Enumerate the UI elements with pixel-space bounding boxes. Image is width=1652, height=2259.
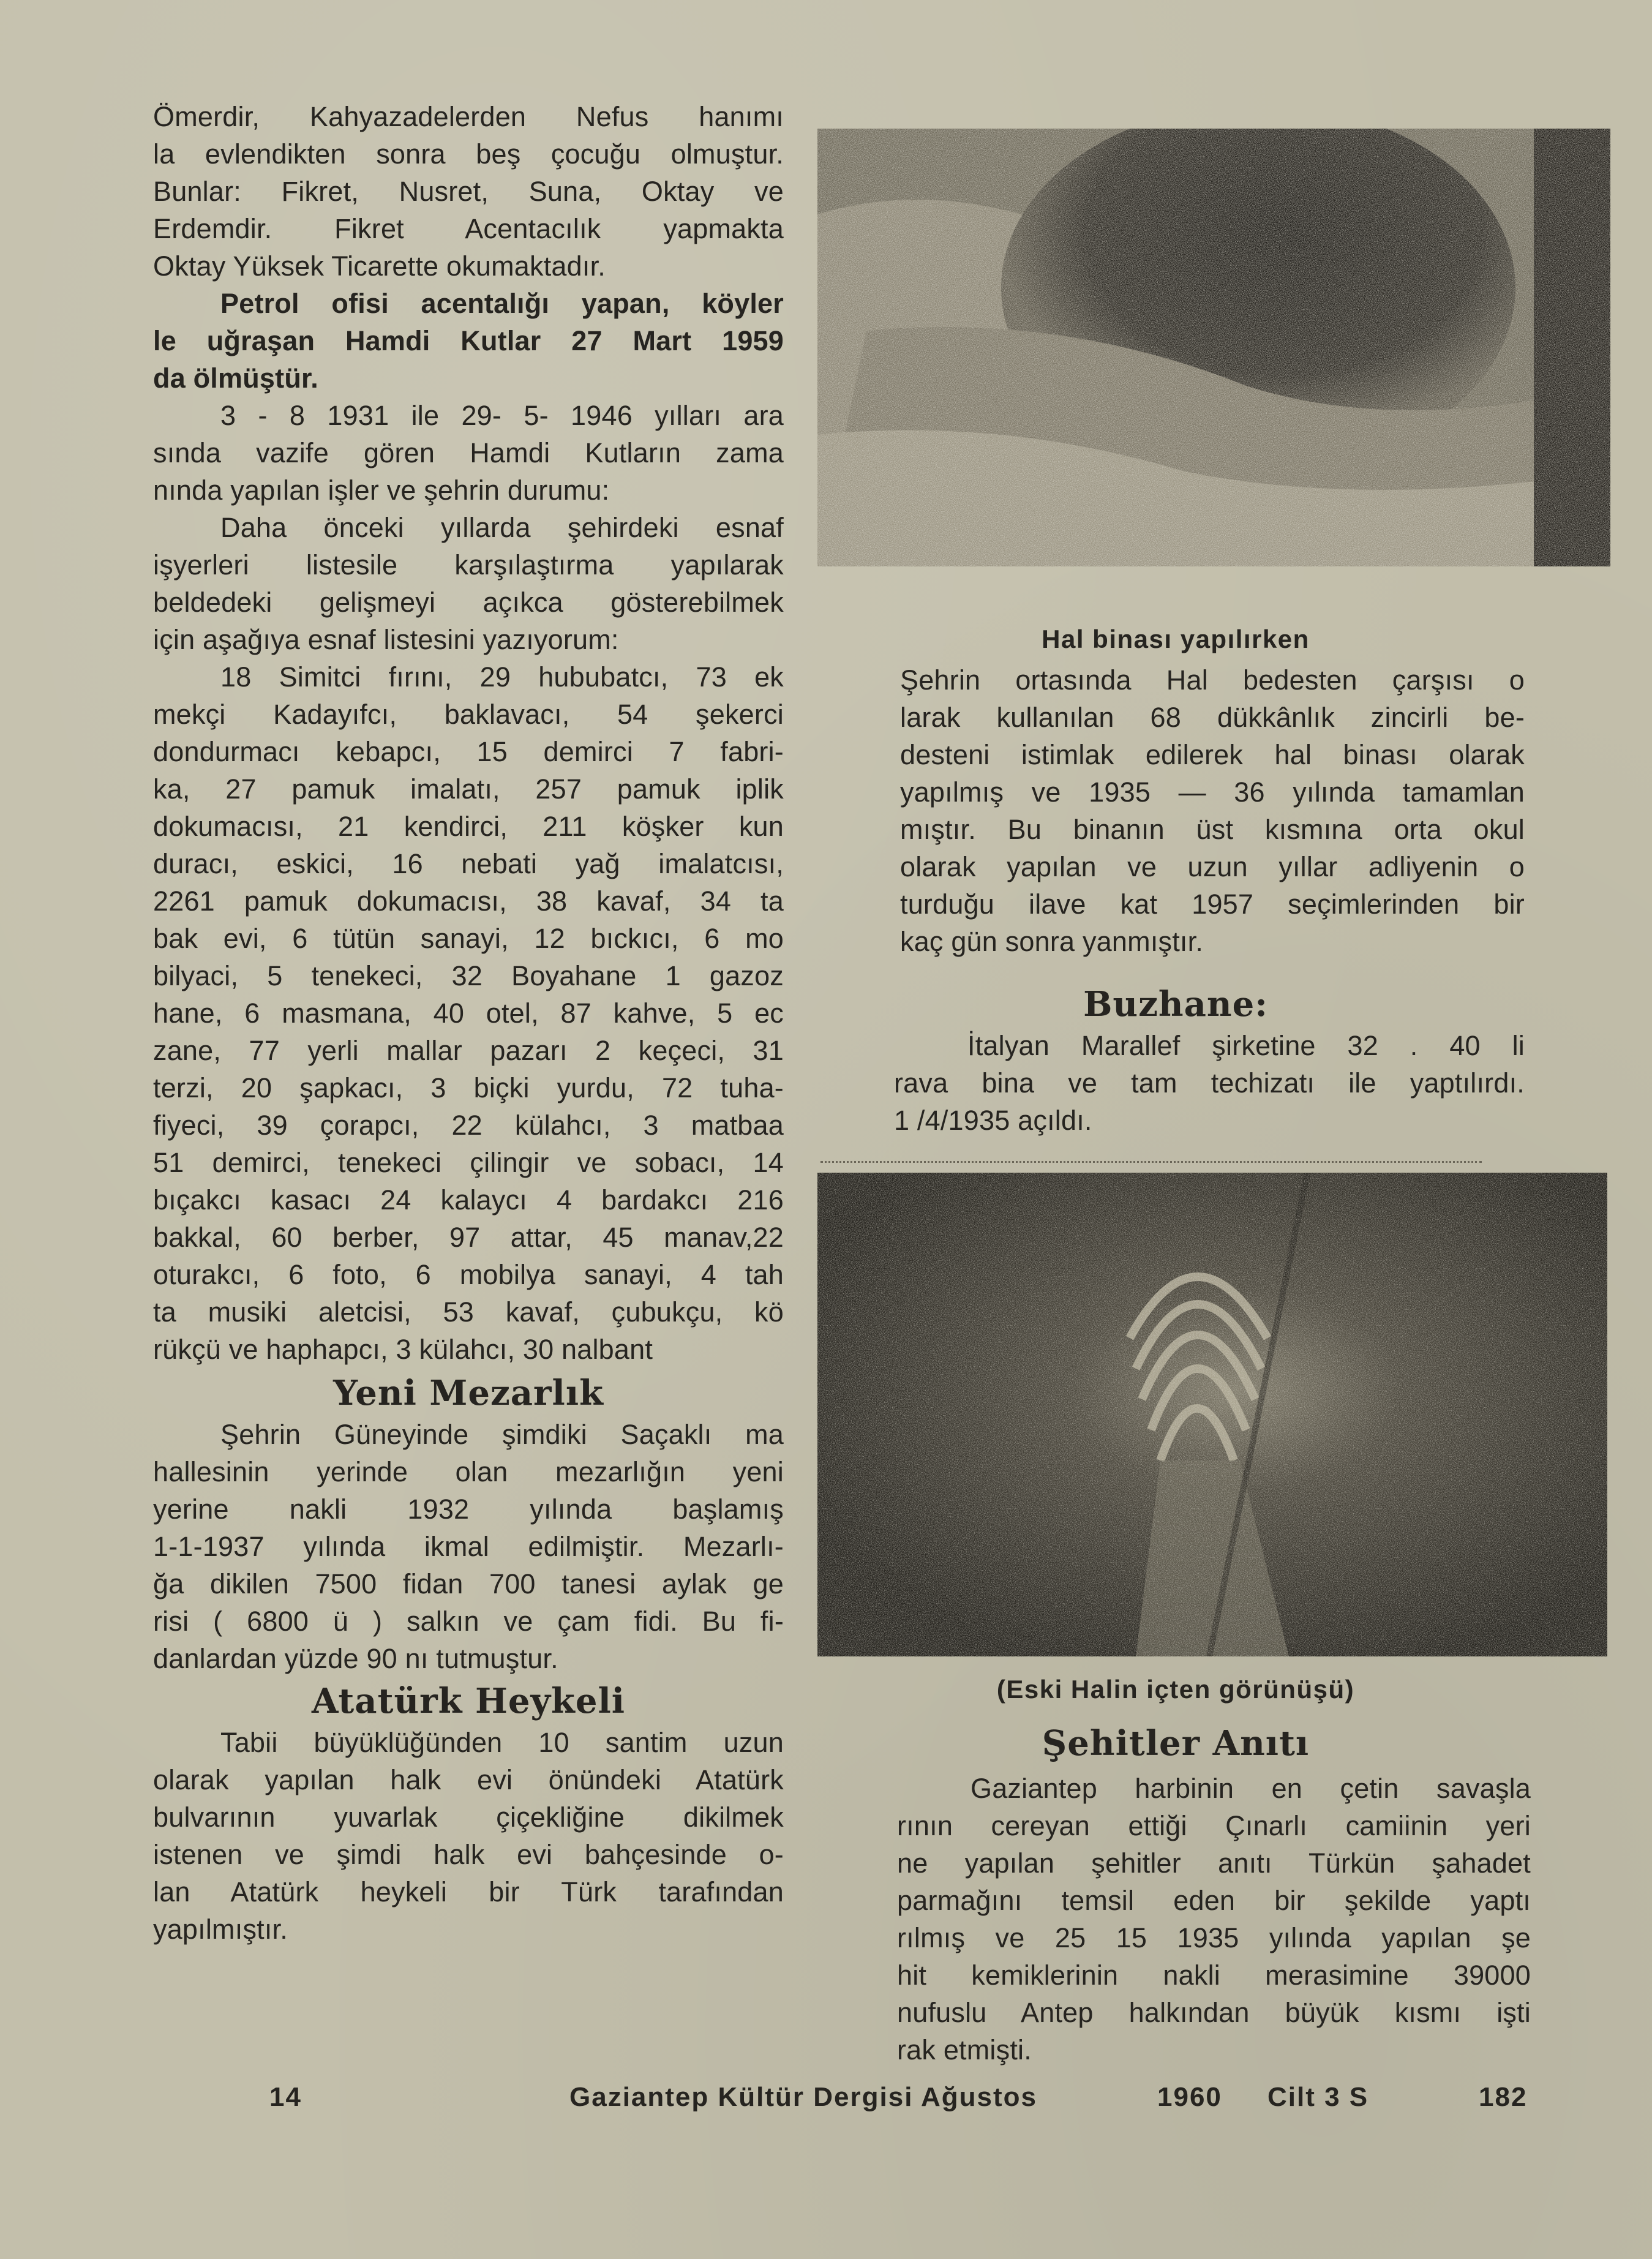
heading-yeni-mezarlik: Yeni Mezarlık [333,1373,604,1413]
text-line: beldedeki gelişmeyi açıkca gösterebilmek [153,587,784,618]
divider-line [820,1161,1482,1163]
text-line: dokumacısı, 21 kendirci, 211 köşker kun [153,811,784,842]
text-line: Şehrin ortasında Hal bedesten çarşısı o [900,664,1525,696]
footer-volume: Cilt 3 S [1267,2082,1369,2112]
sehitler-aniti-text [897,1770,1531,2069]
text-line: mekçi Kadayıfcı, baklavacı, 54 şekerci [153,699,784,730]
text-line: bak evi, 6 tütün sanayi, 12 bıckıcı, 6 mo [153,923,784,954]
text-line: kaç gün sonra yanmıştır. [900,926,1204,957]
text-line: Gaziantep harbinin en çetin savaşla [971,1773,1531,1804]
text-line: mıştır. Bu binanın üst kısmına orta okul [900,814,1525,845]
heading-sehitler-aniti: Şehitler Anıtı [1042,1723,1310,1764]
heading-ataturk-heykeli: Atatürk Heykeli [311,1681,626,1721]
text-line: için aşağıya esnaf listesini yazıyorum: [153,624,619,655]
footer-year: 1960 [1157,2082,1222,2112]
left-column [153,98,784,1948]
text-line: le uğraşan Hamdi Kutlar 27 Mart 1959 [153,325,784,356]
text-line: Şehrin Güneyinde şimdiki Saçaklı ma [220,1419,784,1450]
ataturk-heykeli-text [153,1724,784,1948]
heading-buzhane: Buzhane: [1083,984,1268,1024]
text-line: rının cereyan ettiği Çınarlı camiinin yeri [897,1810,1531,1841]
text-line: parmağını temsil eden bir şekilde yaptı [897,1885,1531,1916]
text-line: bilyaci, 5 tenekeci, 32 Boyahane 1 gazoz [153,960,784,991]
paragraph [153,658,784,1368]
intro-text [153,98,784,1368]
text-line: olarak yapılan halk evi önündeki Atatürk [153,1764,784,1795]
footer-journal-title: Gaziantep Kültür Dergisi Ağustos [569,2082,1038,2112]
paragraph [153,285,784,397]
footer-page-left: 14 [269,2082,302,2112]
text-line: işyerleri listesile karşılaştırma yapılarak [153,549,784,581]
photo-eski-hal-image [817,1173,1607,1656]
text-line: Tabii büyüklüğünden 10 santim uzun [220,1727,784,1758]
yeni-mezarlik-text [153,1416,784,1677]
text-line: nufuslu Antep halkından büyük kısmı işti [897,1997,1531,2028]
photo-eski-hal-interior [817,1173,1607,1656]
text-line: 1-1-1937 yılında ikmal edilmiştir. Mezarlı- [153,1531,784,1562]
text-line: danlardan yüzde 90 nı tutmuştur. [153,1643,558,1674]
text-line: zane, 77 yerli mallar pazarı 2 keçeci, 31 [153,1035,784,1066]
text-line: Ömerdir, Kahyazadelerden Nefus hanımı [153,101,784,132]
text-line: Bunlar: Fikret, Nusret, Suna, Oktay ve [153,176,784,207]
paragraph [153,397,784,509]
caption-hal-binasi: Hal binası yapılırken [1042,625,1310,653]
text-line: rak etmişti. [897,2034,1032,2065]
text-line: turduğu ilave kat 1957 seçimlerinden bir [900,889,1525,920]
paragraph [153,98,784,285]
buzhane-text [894,1027,1525,1139]
text-line: oturakcı, 6 foto, 6 mobilya sanayi, 4 tah [153,1259,784,1290]
text-line: bıçakcı kasacı 24 kalaycı 4 bardakcı 216 [153,1184,784,1216]
text-line: desteni istimlak edilerek hal binası olarak [900,739,1525,770]
text-line: rükçü ve haphapcı, 3 külahcı, 30 nalbant [153,1334,653,1365]
text-line: ğa dikilen 7500 fidan 700 tanesi aylak ge [153,1568,784,1599]
text-line: Oktay Yüksek Ticarette okumaktadır. [153,250,606,282]
text-line: la evlendikten sonra beş çocuğu olmuştur. [153,138,784,170]
text-line: sında vazife gören Hamdi Kutların zama [153,437,784,468]
text-line: bakkal, 60 berber, 97 attar, 45 manav,22 [153,1222,784,1253]
text-line: hallesinin yerinde olan mezarlığın yeni [153,1456,784,1487]
text-line: 2261 pamuk dokumacısı, 38 kavaf, 34 ta [153,885,784,917]
text-line: yapılmıştır. [153,1914,288,1945]
photo-hal-binasi-image [817,129,1610,566]
caption-eski-hal: (Eski Halin içten görünüşü) [996,1675,1355,1704]
photo-hal-binasi-construction [817,129,1610,566]
paragraph [153,509,784,658]
text-line: 51 demirci, tenekeci çilingir ve sobacı, 14 [153,1147,784,1178]
footer-page-right: 182 [1479,2082,1528,2112]
text-line: da ölmüştür. [153,363,318,394]
text-line: larak kullanılan 68 dükkânlık zincirli be- [900,702,1525,733]
text-line: dondurmacı kebapcı, 15 demirci 7 fabri- [153,736,784,767]
text-line: ne yapılan şehitler anıtı Türkün şahadet [897,1847,1531,1879]
text-line: 1 /4/1935 açıldı. [894,1105,1092,1136]
text-line: fiyeci, 39 çorapcı, 22 külahcı, 3 matbaa [153,1110,784,1141]
text-line: nında yapılan işler ve şehrin durumu: [153,475,610,506]
page-footer [269,2082,1531,2125]
text-line: 3 - 8 1931 ile 29- 5- 1946 yılları ara [220,400,784,431]
text-line: hit kemiklerinin nakli merasimine 39000 [897,1960,1531,1991]
text-line: olarak yapılan ve uzun yıllar adliyenin o [900,851,1525,882]
text-line: ka, 27 pamuk imalatı, 257 pamuk iplik [153,773,784,805]
text-line: yapılmış ve 1935 — 36 yılında tamamlan [900,776,1525,808]
text-line: rılmış ve 25 15 1935 yılında yapılan şe [897,1922,1531,1953]
text-line: terzi, 20 şapkacı, 3 biçki yurdu, 72 tuha- [153,1072,784,1103]
text-line: duracı, eskici, 16 nebati yağ imalatcısı, [153,848,784,879]
text-line: ta musiki aletcisi, 53 kavaf, çubukçu, kö [153,1296,784,1328]
text-line: Petrol ofisi acentalığı yapan, köyler [220,288,784,319]
hal-paragraph [900,661,1525,960]
text-line: İtalyan Marallef şirketine 32 . 40 li [967,1030,1525,1061]
text-line: risi ( 6800 ü ) salkın ve çam fidi. Bu fi- [153,1606,784,1637]
text-line: lan Atatürk heykeli bir Türk tarafından [153,1876,784,1908]
text-line: hane, 6 masmana, 40 otel, 87 kahve, 5 ec [153,998,784,1029]
text-line: bulvarının yuvarlak çiçekliğine dikilmek [153,1802,784,1833]
text-line: Erdemdir. Fikret Acentacılık yapmakta [153,213,784,244]
text-line: yerine nakli 1932 yılında başlamış [153,1494,784,1525]
text-line: istenen ve şimdi halk evi bahçesinde o- [153,1839,784,1870]
text-line: rava bina ve tam techizatı ile yaptılırdı. [894,1067,1525,1099]
text-line: Daha önceki yıllarda şehirdeki esnaf [220,512,784,543]
text-line: 18 Simitci fırını, 29 hububatcı, 73 ek [220,661,784,693]
